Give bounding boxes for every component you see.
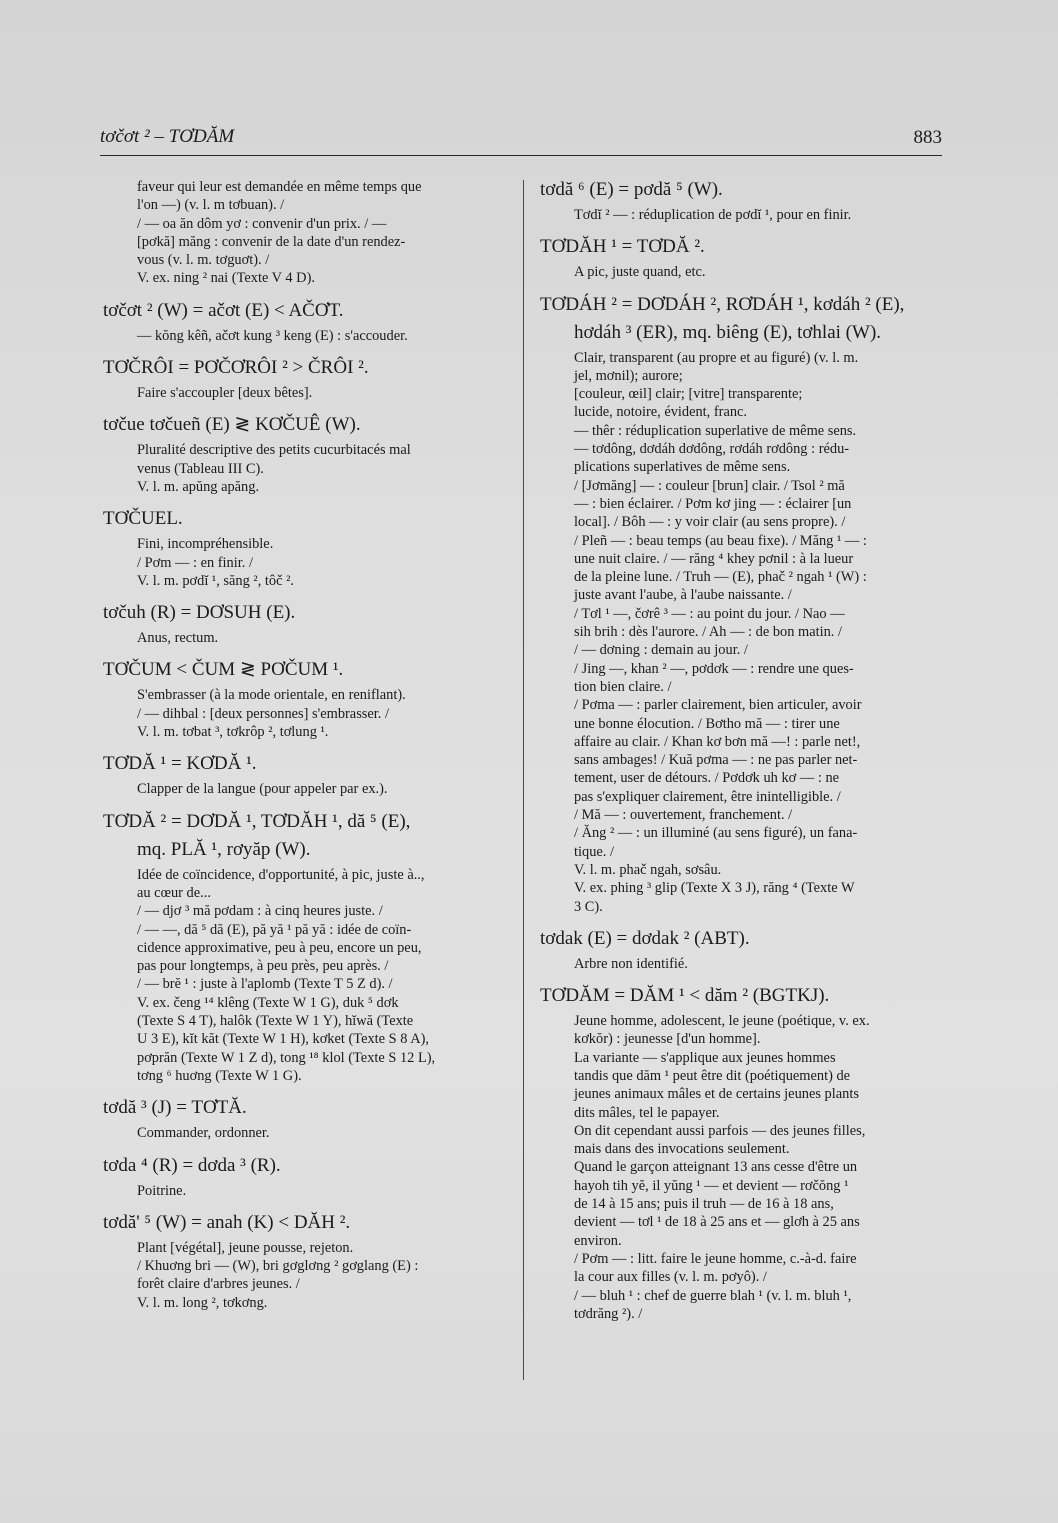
entry-line: une bonne élocution. / Bơtho mă — : tirer une bbox=[574, 715, 840, 732]
entry-line: / — djơ ³ mă pơdam : à cinq heures juste. / bbox=[137, 903, 383, 920]
entry-definition bbox=[103, 780, 505, 798]
entry-line: de la pleine lune. / Truh — (E), phač ² ngah ¹ (W) : bbox=[574, 569, 867, 586]
entry-line: On dit cependant aussi parfois — des jeunes filles, bbox=[574, 1122, 866, 1139]
entry-line: tandis que dăm ¹ peut être dit (poétiquement) de bbox=[574, 1067, 851, 1084]
entry-line: Quand le garçon atteignant 13 ans cesse d'être un bbox=[574, 1159, 858, 1176]
entry-definition bbox=[103, 535, 505, 590]
entry-definition bbox=[103, 629, 505, 647]
entry-line: Arbre non identifié. bbox=[574, 955, 688, 972]
entry-line: / — brĕ ¹ : juste à l'aplomb (Texte T 5 Z d). / bbox=[137, 976, 393, 993]
entry-line: jeunes animaux mâles et de certains jeunes plants bbox=[574, 1086, 859, 1103]
entry-headword: tơčuh (R) = DƠSUH (E). bbox=[103, 602, 296, 624]
dictionary-entry bbox=[540, 178, 944, 224]
entry-definition bbox=[540, 1012, 944, 1323]
entry-line: environ. bbox=[574, 1232, 622, 1249]
entry-headword: tơdă ³ (J) = TƠTĂ. bbox=[103, 1097, 247, 1119]
entry-line: dits mâles, tel le papayer. bbox=[574, 1104, 720, 1121]
entry-line: V. ex. ning ² nai (Texte V 4 D). bbox=[137, 270, 315, 287]
entry-line: / Pơm — : litt. faire le jeune homme, c.-à-d. faire bbox=[574, 1250, 857, 1267]
entry-definition bbox=[103, 384, 505, 402]
entry-line: — tơdông, dơdáh dơdông, rơdáh rơdông : rédu- bbox=[574, 441, 850, 458]
entry-line: la cour aux filles (v. l. m. pơyô). / bbox=[574, 1269, 767, 1286]
entry-line: — thêr : réduplication superlative de même sens. bbox=[574, 422, 857, 439]
entry-line: Tơdĭ ² — : réduplication de pơdĭ ¹, pour en finir. bbox=[574, 207, 852, 223]
entry-line: Pluralité descriptive des petits cucurbitacés mal bbox=[137, 442, 411, 459]
entry-line: Poitrine. bbox=[137, 1182, 187, 1199]
dictionary-entry bbox=[103, 658, 505, 741]
entry-headword: tơdă ⁶ (E) = pơdă ⁵ (W). bbox=[540, 179, 723, 200]
entry-line: cidence approximative, peu à peu, encore un peu, bbox=[137, 939, 422, 956]
entry-headword: TƠDĂH ¹ = TƠDĂ ². bbox=[540, 236, 705, 258]
entry-headword: TƠČRÔI = PƠČƠRÔI ² > ČRÔI ². bbox=[103, 357, 369, 379]
entry-line: jel, mơnil); aurore; bbox=[574, 367, 683, 384]
continued-entry bbox=[103, 178, 505, 288]
dictionary-entry bbox=[540, 235, 944, 281]
entry-line: V. l. m. tơbat ³, tơkrôp ², tơlung ¹. bbox=[137, 724, 329, 741]
entry-definition bbox=[103, 1124, 505, 1142]
entry-line: V. l. m. phač ngah, sơsâu. bbox=[574, 861, 722, 878]
entry-definition bbox=[540, 955, 944, 973]
entry-headword: TƠDĂM = DĂM ¹ < dăm ² (BGTKJ). bbox=[540, 985, 830, 1007]
entry-line: sih brih : dès l'aurore. / Ah — : de bon matin. / bbox=[574, 624, 842, 641]
entry-line: sans ambages! / Kuă pơma — : ne pas parler net- bbox=[574, 752, 858, 769]
entry-line: V. l. m. pơdĭ ¹, săng ², tôč ². bbox=[137, 572, 294, 589]
entry-line: tion bien claire. / bbox=[574, 678, 672, 695]
entry-headword: TƠČUM < ČUM ≷ PƠČUM ¹. bbox=[103, 659, 344, 681]
entry-line: au cœur de... bbox=[137, 884, 211, 901]
running-head-entries: tơčơt ² – TƠDĂM bbox=[100, 126, 235, 147]
entry-line: / [Jơmăng] — : couleur [brun] clair. / Tsol ² mă bbox=[574, 477, 845, 494]
entry-line: tơdrăng ²). / bbox=[574, 1305, 643, 1322]
entry-headword: tơčue tơčueñ (E) ≷ KƠČUÊ (W). bbox=[103, 414, 361, 436]
entry-line: Idée de coïncidence, d'opportunité, à pic, juste à.., bbox=[137, 866, 425, 883]
entry-line: S'embrasser (à la mode orientale, en reniflant). bbox=[137, 687, 406, 704]
page-number: 883 bbox=[913, 127, 942, 148]
entry-line: affaire au clair. / Khan kơ bơn mă —! : parle net!, bbox=[574, 733, 861, 750]
entry-line: / Mă — : ouvertement, franchement. / bbox=[574, 807, 793, 824]
entry-line: [couleur, œil] clair; [vitre] transparente; bbox=[574, 386, 803, 403]
left-column bbox=[103, 178, 505, 1323]
dictionary-entry bbox=[103, 1154, 505, 1200]
entry-definition bbox=[103, 686, 505, 741]
entry-line: tement, user de détours. / Pơdơk uh kơ — : ne bbox=[574, 770, 840, 787]
entry-line: La variante — s'applique aux jeunes hommes bbox=[574, 1049, 836, 1066]
entry-headword: tơdă' ⁵ (W) = anah (K) < DĂH ². bbox=[103, 1211, 351, 1233]
entry-line: 3 C). bbox=[574, 898, 603, 915]
entry-headword: TƠDĂ ² = DƠDĂ ¹, TƠDĂH ¹, dă ⁵ (E), bbox=[103, 810, 411, 832]
entry-line: Jeune homme, adolescent, le jeune (poétique, v. ex. bbox=[574, 1013, 870, 1030]
entry-line: / Tơl ¹ —, čơrê ³ — : au point du jour. / Nao — bbox=[574, 605, 845, 622]
entry-line: / — bluh ¹ : chef de guerre blah ¹ (v. l. m. bluh ¹, bbox=[574, 1287, 852, 1304]
entry-line: / Pơm — : en finir. / bbox=[137, 554, 253, 571]
entry-line: Clapper de la langue (pour appeler par ex.). bbox=[137, 781, 388, 798]
dictionary-entry bbox=[103, 752, 505, 798]
dictionary-entry bbox=[540, 927, 944, 973]
entry-line: l'on —) (v. l. m tơbuan). / bbox=[137, 197, 285, 214]
dictionary-entry bbox=[103, 1211, 505, 1312]
entry-definition bbox=[103, 866, 505, 1086]
dictionary-entry bbox=[103, 601, 505, 647]
entry-headword: hơdáh ³ (ER), mq. biêng (E), tơhlai (W). bbox=[574, 321, 882, 343]
entry-line: Faire s'accoupler [deux bêtes]. bbox=[137, 385, 313, 402]
right-column bbox=[540, 178, 944, 1334]
entry-definition bbox=[103, 1239, 505, 1312]
entry-line: V. ex. phing ³ glip (Texte X 3 J), răng ⁴ (Texte W bbox=[574, 880, 855, 897]
entry-line: — kŏng kêñ, ačơt kung ³ keng (E) : s'accouder. bbox=[137, 327, 408, 344]
entry-definition bbox=[540, 349, 944, 916]
entry-definition bbox=[540, 263, 944, 281]
entry-line: Plant [végétal], jeune pousse, rejeton. bbox=[137, 1239, 354, 1256]
entry-line: de 14 à 15 ans; puis il truh — de 16 à 18 ans, bbox=[574, 1196, 834, 1213]
entry-line: / Pơma — : parler clairement, bien articuler, avoir bbox=[574, 697, 862, 714]
entry-headword: mq. PLĂ ¹, rơyăp (W). bbox=[137, 838, 311, 860]
entry-line: mais dans des invocations seulement. bbox=[574, 1141, 790, 1158]
entry-line: juste avant l'aube, à l'aube naissante. / bbox=[574, 587, 792, 604]
entry-line: plications superlatives de même sens. bbox=[574, 459, 791, 476]
dictionary-entry bbox=[540, 984, 944, 1323]
entry-definition bbox=[103, 441, 505, 496]
entry-line: pas pour longtemps, à peu près, peu après. / bbox=[137, 958, 389, 975]
entry-line: Anus, rectum. bbox=[137, 630, 219, 647]
entry-line: [pơkă] măng : convenir de la date d'un rendez- bbox=[137, 233, 406, 250]
entry-line: devient — tơl ¹ de 18 à 25 ans et — glơh à 25 ans bbox=[574, 1214, 860, 1231]
entry-line: V. l. m. long ², tơkơng. bbox=[137, 1294, 268, 1311]
entry-line: tơng ⁶ huơng (Texte W 1 G). bbox=[137, 1067, 302, 1084]
entry-line: A pic, juste quand, etc. bbox=[574, 264, 706, 281]
entry-line: / Khuơng bri — (W), bri gơglơng ² gơglang (E) : bbox=[137, 1258, 419, 1275]
entry-headword: tơda ⁴ (R) = dơda ³ (R). bbox=[103, 1154, 281, 1176]
entry-definition bbox=[103, 327, 505, 345]
entry-definition bbox=[103, 1182, 505, 1200]
entry-line: faveur qui leur est demandée en même temps que bbox=[137, 179, 422, 195]
entry-line: lucide, notoire, évident, franc. bbox=[574, 404, 748, 421]
entry-line: V. ex. čeng ¹⁴ klêng (Texte W 1 G), duk ⁵ dơk bbox=[137, 994, 399, 1011]
dictionary-entry bbox=[103, 299, 505, 345]
entry-line: / Jing —, khan ² —, pơdơk — : rendre une ques- bbox=[574, 660, 854, 677]
entry-line: / — dơning : demain au jour. / bbox=[574, 642, 748, 659]
entry-line: / Ăng ² — : un illuminé (au sens figuré), un fana- bbox=[574, 825, 858, 842]
entry-line: tique. / bbox=[574, 843, 614, 860]
entry-line: Clair, transparent (au propre et au figuré) (v. l. m. bbox=[574, 349, 859, 366]
header-rule bbox=[100, 155, 942, 156]
entry-line: pơprăn (Texte W 1 Z d), tong ¹⁸ klol (Texte S 12 L), bbox=[137, 1049, 436, 1066]
dictionary-entry bbox=[540, 293, 944, 916]
dictionary-entry bbox=[103, 356, 505, 402]
entry-line: Commander, ordonner. bbox=[137, 1125, 270, 1142]
dictionary-entry bbox=[103, 810, 505, 1086]
entry-headword: tơdak (E) = dơdak ² (ABT). bbox=[540, 927, 750, 949]
entry-headword: TƠČUEL. bbox=[103, 508, 183, 530]
entry-headword: TƠDĂ ¹ = KƠDĂ ¹. bbox=[103, 753, 257, 775]
entry-line: V. l. m. apŭng apăng. bbox=[137, 478, 260, 495]
entry-line: — : bien éclairer. / Pơm kơ jing — : éclairer [un bbox=[574, 495, 852, 512]
entry-headword: tơčơt ² (W) = ačơt (E) < AČƠT. bbox=[103, 299, 344, 321]
entry-line: une nuit claire. / — răng ⁴ khey pơnil : à la lueur bbox=[574, 550, 854, 567]
entry-definition bbox=[540, 206, 944, 224]
entry-line: / — —, dă ⁵ dă (E), pă yă ¹ pă yă : idée de coïn- bbox=[137, 921, 412, 938]
column-divider bbox=[523, 180, 524, 1380]
dictionary-entry bbox=[103, 1096, 505, 1142]
entry-line: forêt claire d'arbres jeunes. / bbox=[137, 1276, 300, 1293]
entry-headword: TƠDÁH ² = DƠDÁH ², RƠDÁH ¹, kơdáh ² (E), bbox=[540, 293, 905, 315]
entry-line: / Pleñ — : beau temps (au beau fixe). / Măng ¹ — : bbox=[574, 532, 867, 549]
entry-line: / — dihbal : [deux personnes] s'embrasser. / bbox=[137, 705, 389, 722]
entry-line: kơkŏr) : jeunesse [d'un homme]. bbox=[574, 1031, 761, 1048]
running-head bbox=[100, 126, 942, 156]
dictionary-entry bbox=[103, 507, 505, 590]
entry-line: hayoh tih yĕ, il yŭng ¹ — et devient — rơčŏng ¹ bbox=[574, 1177, 849, 1194]
entry-line: U 3 E), kĭt kăt (Texte W 1 H), kơket (Texte S 8 A), bbox=[137, 1031, 430, 1048]
continued-entry-body bbox=[103, 178, 505, 288]
entry-line: pas s'expliquer clairement, être inintelligible. / bbox=[574, 788, 841, 805]
entry-line: venus (Tableau III C). bbox=[137, 460, 264, 477]
entry-line: (Texte S 4 T), halôk (Texte W 1 Y), hĭwă (Texte bbox=[137, 1013, 414, 1030]
entry-line: Fini, incompréhensible. bbox=[137, 536, 274, 553]
entry-line: / — oa ăn dôm yơ : convenir d'un prix. / — bbox=[137, 215, 387, 232]
entry-line: vous (v. l. m. tơguơt). / bbox=[137, 252, 270, 269]
dictionary-entry bbox=[103, 413, 505, 496]
entry-line: local]. / Bôh — : y voir clair (au sens propre). / bbox=[574, 514, 846, 531]
